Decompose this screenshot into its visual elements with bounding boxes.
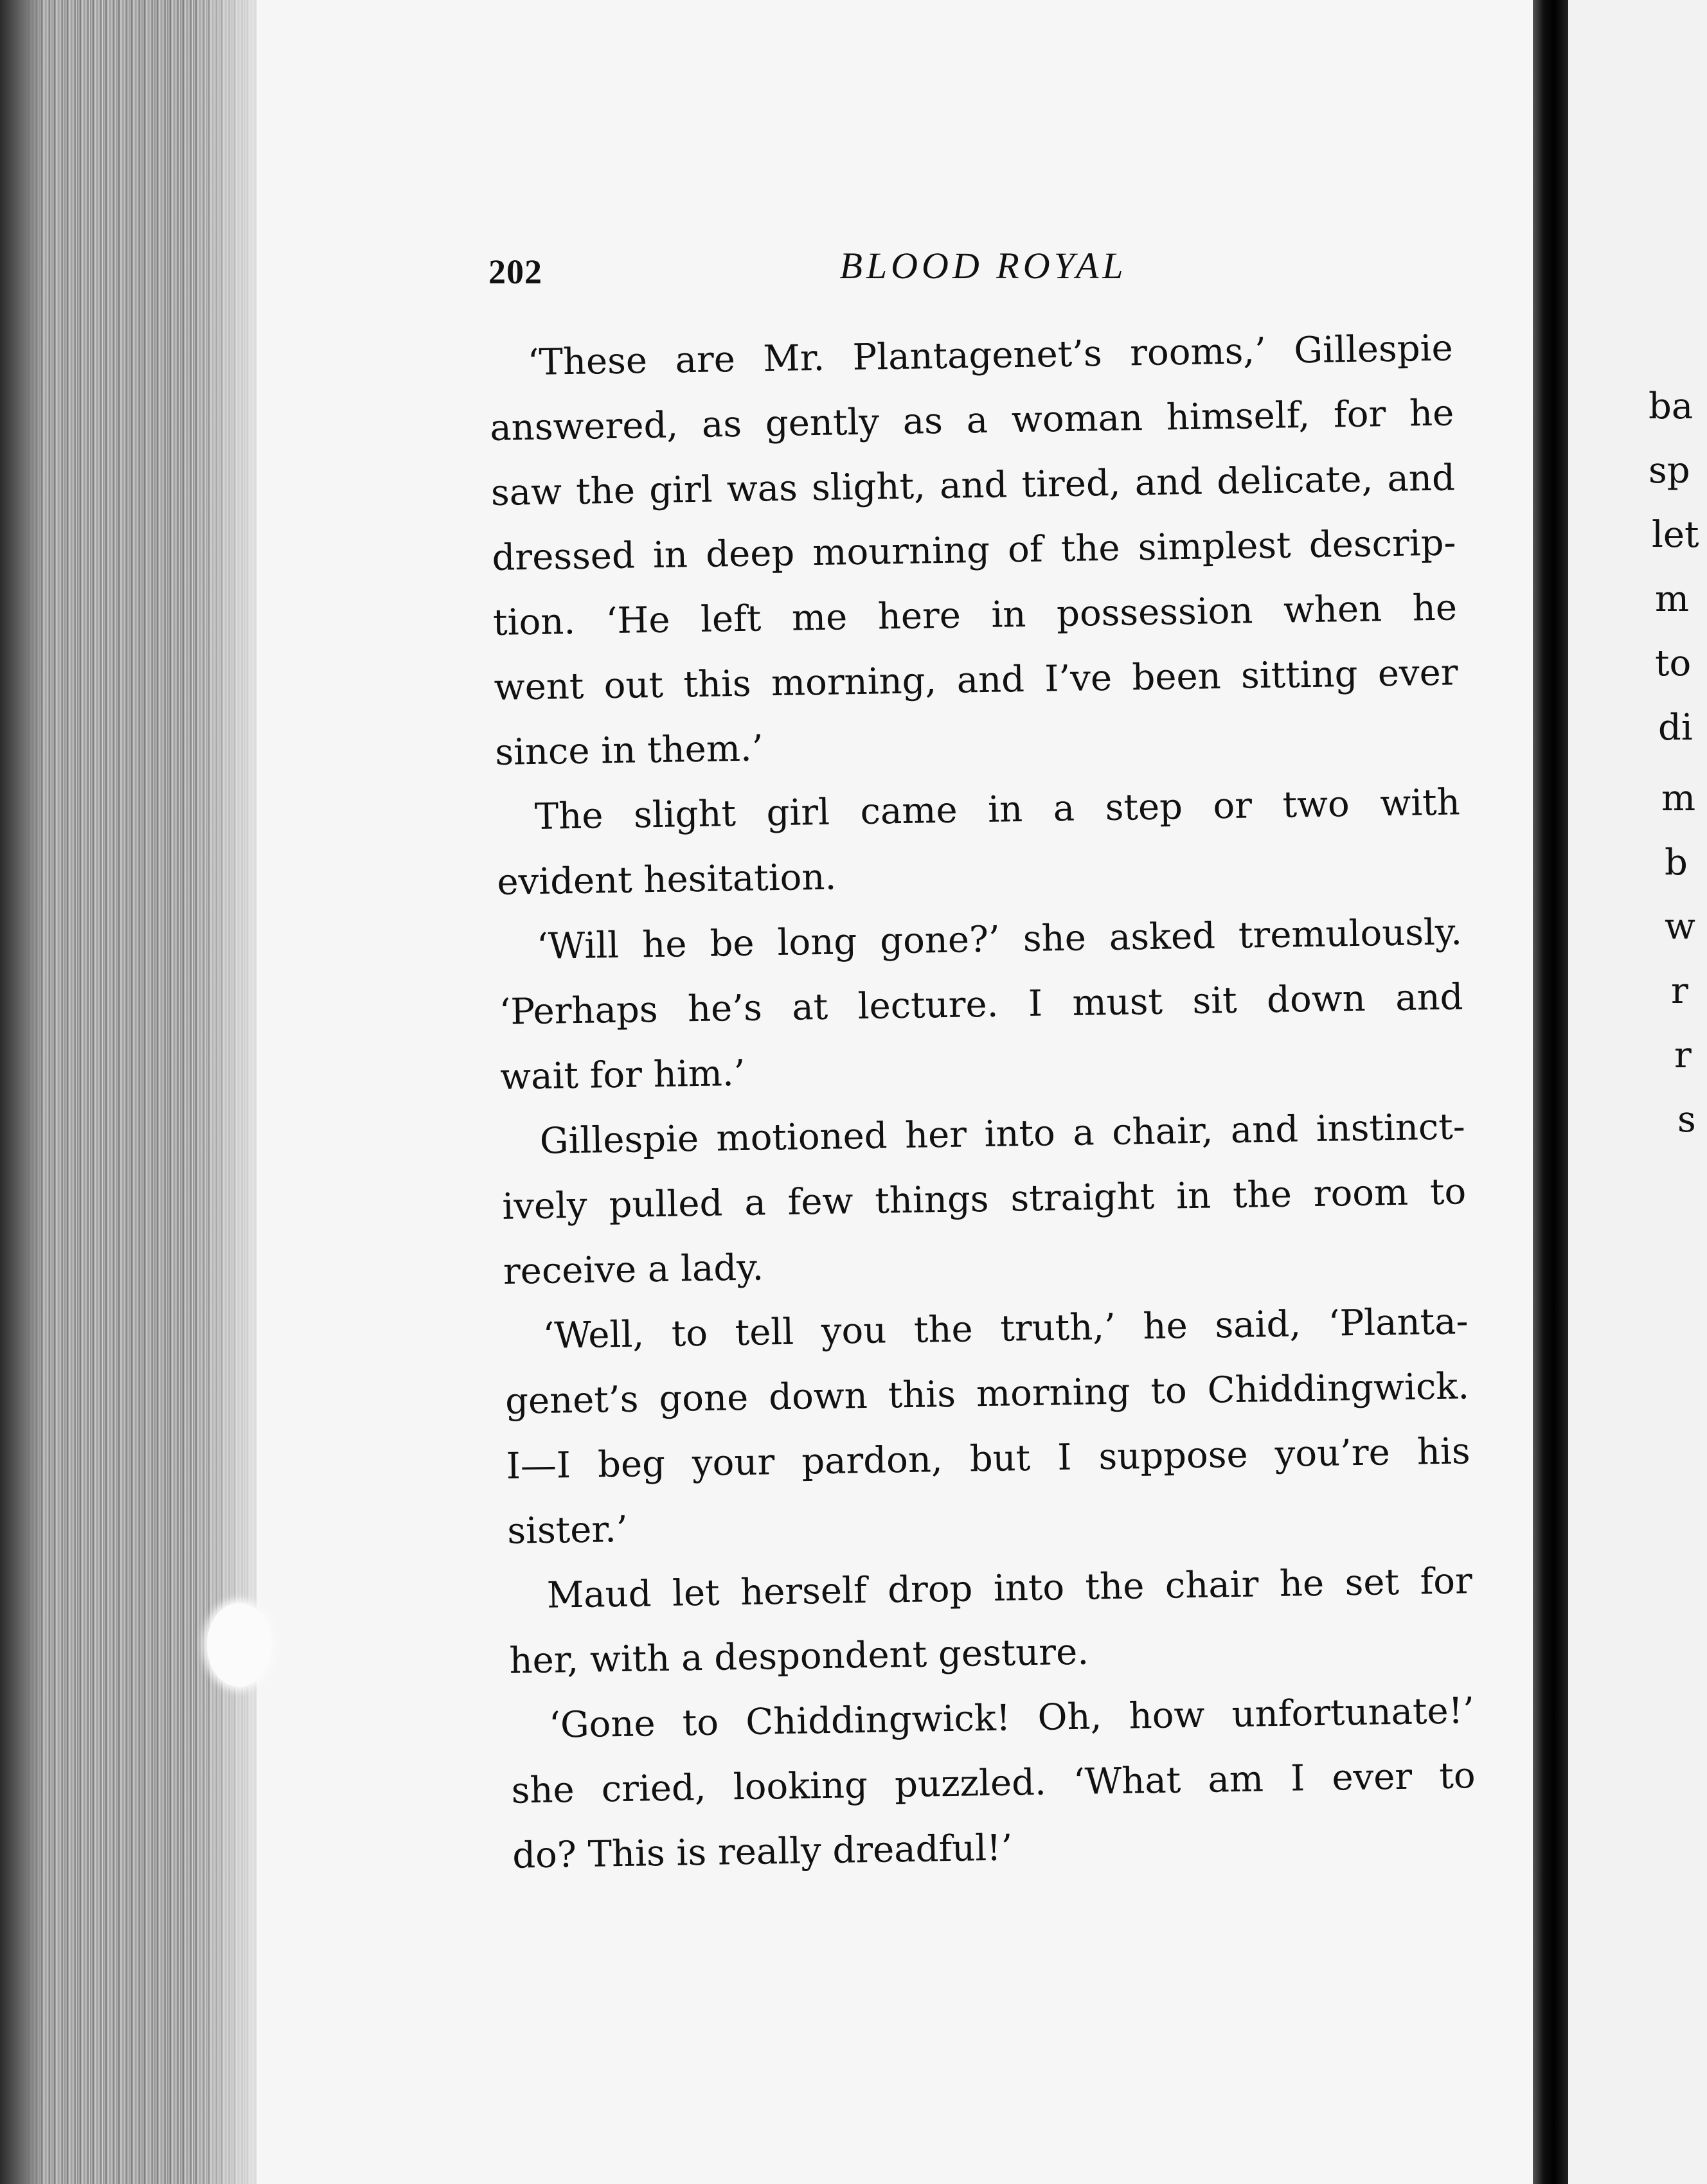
text-line: answered, as gently as a woman himself, for he bbox=[489, 392, 1454, 449]
page-edge-stack bbox=[0, 0, 270, 2184]
page-header bbox=[488, 244, 1401, 302]
text-line: her, with a despondent gesture. bbox=[509, 1631, 1089, 1682]
paragraph bbox=[504, 1289, 1472, 1564]
facing-text-fragment: let bbox=[1652, 514, 1699, 556]
text-line: do? This is really dreadful!’ bbox=[512, 1827, 1013, 1877]
facing-text-fragment: r bbox=[1674, 1034, 1692, 1076]
text-line: tion. ‘He left me here in possession when he bbox=[492, 587, 1458, 644]
facing-text-fragment: di bbox=[1658, 707, 1693, 749]
text-line: ‘Will he be long gone?’ she asked tremulously. bbox=[536, 911, 1463, 968]
text-line: ‘Perhaps he’s at lecture. I must sit down and bbox=[499, 976, 1463, 1033]
page-number: 202 bbox=[488, 253, 542, 291]
paragraph bbox=[497, 900, 1465, 1110]
text-line: wait for him.’ bbox=[499, 1052, 746, 1098]
book-page bbox=[257, 0, 1542, 2184]
running-title: BLOOD ROYAL bbox=[839, 245, 1127, 287]
text-line: Gillespie motioned her into a chair, and instinct- bbox=[539, 1106, 1466, 1162]
paragraph bbox=[510, 1678, 1477, 1888]
text-line: Maud let herself drop into the chair he set for bbox=[546, 1560, 1473, 1617]
text-line: ively pulled a few things straight in the room to bbox=[501, 1171, 1467, 1228]
facing-page-fragment bbox=[1568, 0, 1707, 2184]
facing-text-fragment: m bbox=[1655, 578, 1690, 620]
paper-blemish bbox=[207, 1603, 271, 1687]
text-line: The slight girl came in a step or two with bbox=[534, 781, 1461, 838]
text-line: since in them.’ bbox=[494, 727, 764, 774]
text-line: ‘Gone to Chiddingwick! Oh, how unfortunate!’ bbox=[548, 1690, 1475, 1746]
facing-text-fragment: ba bbox=[1649, 386, 1694, 427]
body-text bbox=[488, 315, 1477, 1888]
paragraph bbox=[488, 315, 1460, 785]
text-line: went out this morning, and I’ve been sitting ever bbox=[494, 652, 1459, 709]
text-line: she cried, looking puzzled. ‘What am I ever to bbox=[511, 1755, 1476, 1812]
facing-text-fragment: m bbox=[1661, 777, 1696, 819]
facing-text-fragment: sp bbox=[1649, 450, 1690, 492]
text-line: genet’s gone down this morning to Chiddingwick. bbox=[505, 1365, 1470, 1423]
text-line: dressed in deep mourning of the simplest descrip- bbox=[492, 522, 1456, 579]
facing-text-fragment: w bbox=[1665, 906, 1695, 948]
text-line: sister.’ bbox=[506, 1508, 629, 1552]
binding-gutter bbox=[1533, 0, 1568, 2184]
paragraph bbox=[496, 770, 1461, 915]
text-line: I—I beg your pardon, but I suppose you’re his bbox=[506, 1430, 1471, 1487]
paragraph bbox=[501, 1094, 1468, 1304]
text-line: receive a lady. bbox=[503, 1247, 764, 1293]
text-line: ‘These are Mr. Plantagenet’s rooms,’ Gillespie bbox=[527, 327, 1454, 384]
text-line: saw the girl was slight, and tired, and delicate, and bbox=[490, 457, 1456, 514]
text-line: ‘Well, to tell you the truth,’ he said, ‘Planta- bbox=[542, 1301, 1469, 1357]
facing-text-fragment: s bbox=[1677, 1099, 1696, 1141]
facing-text-fragment: r bbox=[1671, 970, 1688, 1012]
facing-text-fragment: b bbox=[1665, 842, 1688, 883]
facing-text-fragment: to bbox=[1655, 643, 1692, 684]
text-line: evident hesitation. bbox=[496, 856, 837, 903]
paragraph bbox=[508, 1549, 1474, 1694]
